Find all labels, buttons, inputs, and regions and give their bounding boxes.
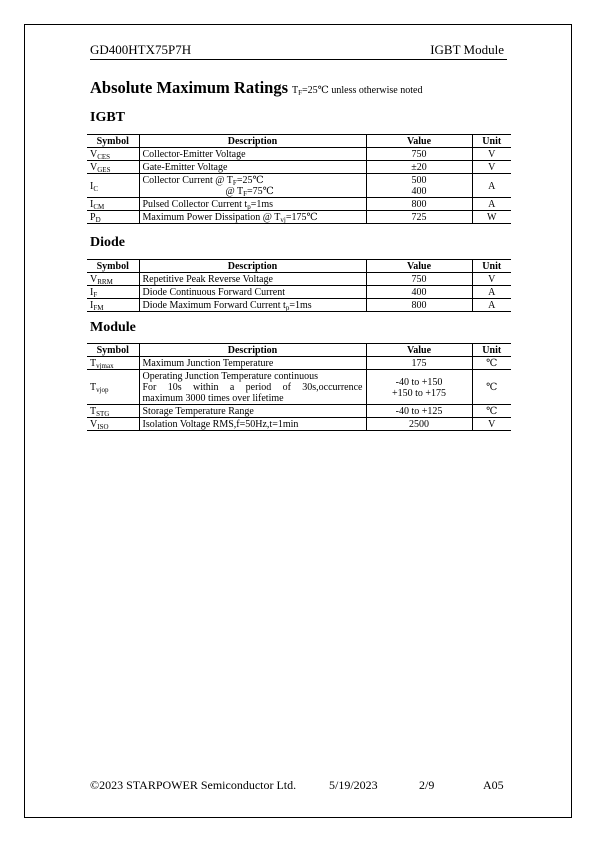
col-description: Description xyxy=(139,344,366,357)
description-cell: Maximum Junction Temperature xyxy=(139,357,366,370)
description-cell: Isolation Voltage RMS,f=50Hz,t=1min xyxy=(139,418,366,431)
footer-copyright: ©2023 STARPOWER Semiconductor Ltd. xyxy=(90,778,297,792)
section-title xyxy=(90,78,422,98)
table-row xyxy=(87,299,511,312)
table-row xyxy=(87,357,511,370)
table-row xyxy=(87,273,511,286)
description-line: Operating Junction Temperature continuous xyxy=(142,371,318,382)
col-value: Value xyxy=(366,135,472,148)
unit-cell: A xyxy=(472,299,511,312)
value-cell: 800 xyxy=(366,198,472,211)
value-cell: -40 to +150 +150 to +175 xyxy=(366,370,472,405)
symbol-cell: $I_{CM}$ xyxy=(87,198,139,211)
col-description: Description xyxy=(139,260,366,273)
header-rule xyxy=(90,59,507,60)
module-table xyxy=(87,343,511,431)
description-line: maximum 3000 times over lifetime xyxy=(142,393,284,404)
unit-cell: ℃ xyxy=(472,405,511,418)
title-main: Absolute Maximum Ratings xyxy=(90,78,289,97)
col-symbol: Symbol xyxy=(87,344,139,357)
symbol-cell: $V_{CES}$ xyxy=(87,148,139,161)
description-cell: Repetitive Peak Reverse Voltage xyxy=(139,273,366,286)
module-heading: Module xyxy=(90,320,136,335)
unit-cell: V xyxy=(472,418,511,431)
description-line: Collector Current @ $T_F=25℃$ xyxy=(142,175,264,187)
description-cell: Maximum Power Dissipation @ $T_{vj}=175℃$ xyxy=(139,211,366,224)
unit-cell: V xyxy=(472,161,511,174)
value-cell: 725 xyxy=(366,211,472,224)
col-symbol: Symbol xyxy=(87,260,139,273)
symbol-cell: $T_{vjop}$ xyxy=(87,370,139,405)
igbt-table xyxy=(87,134,511,224)
col-unit: Unit xyxy=(472,260,511,273)
title-condition: $T_F=25℃$ unless otherwise noted xyxy=(292,85,423,97)
value-cell: 800 xyxy=(366,299,472,312)
table-row xyxy=(87,370,511,405)
unit-cell: V xyxy=(472,148,511,161)
symbol-cell: $I_F$ xyxy=(87,286,139,299)
table-row xyxy=(87,174,511,198)
value-cell: 400 xyxy=(366,286,472,299)
unit-cell: W xyxy=(472,211,511,224)
symbol-cell: $I_C$ xyxy=(87,174,139,198)
igbt-heading: IGBT xyxy=(90,110,126,125)
value-cell: 500 400 xyxy=(366,174,472,198)
symbol-cell: $V_{GES}$ xyxy=(87,161,139,174)
symbol-cell: $T_{vjmax}$ xyxy=(87,357,139,370)
table-header-row xyxy=(87,344,511,357)
col-description: Description xyxy=(139,135,366,148)
description-cell: Gate-Emitter Voltage xyxy=(139,161,366,174)
col-value: Value xyxy=(366,344,472,357)
description-cell: Storage Temperature Range xyxy=(139,405,366,418)
table-row xyxy=(87,286,511,299)
col-unit: Unit xyxy=(472,135,511,148)
table-row xyxy=(87,405,511,418)
table-row xyxy=(87,161,511,174)
description-cell: Collector-Emitter Voltage xyxy=(139,148,366,161)
description-cell xyxy=(139,174,366,198)
table-row xyxy=(87,198,511,211)
part-number: GD400HTX75P7H xyxy=(90,42,192,57)
table-row xyxy=(87,148,511,161)
table-row xyxy=(87,211,511,224)
footer-date: 5/19/2023 xyxy=(329,778,378,792)
symbol-cell: $P_D$ xyxy=(87,211,139,224)
description-cell xyxy=(139,370,366,405)
symbol-cell: $I_{FM}$ xyxy=(87,299,139,312)
page-header xyxy=(90,42,504,60)
value-cell: 750 xyxy=(366,148,472,161)
product-type: IGBT Module xyxy=(430,42,504,57)
footer-page-number: 2/9 xyxy=(419,778,435,792)
col-value: Value xyxy=(366,260,472,273)
value-cell: 175 xyxy=(366,357,472,370)
description-line: For 10s within a period of 30s,occurrence xyxy=(142,382,363,393)
value-cell: ±20 xyxy=(366,161,472,174)
table-header-row xyxy=(87,135,511,148)
value-cell: -40 to +125 xyxy=(366,405,472,418)
symbol-cell: $T_{STG}$ xyxy=(87,405,139,418)
diode-heading: Diode xyxy=(90,235,125,250)
unit-cell: V xyxy=(472,273,511,286)
unit-cell: ℃ xyxy=(472,357,511,370)
unit-cell: ℃ xyxy=(472,370,511,405)
unit-cell: A xyxy=(472,286,511,299)
diode-table xyxy=(87,259,511,312)
table-header-row xyxy=(87,260,511,273)
value-cell: 2500 xyxy=(366,418,472,431)
description-line: @ $T_F=75℃$ xyxy=(225,186,274,198)
col-unit: Unit xyxy=(472,344,511,357)
unit-cell: A xyxy=(472,174,511,198)
description-cell: Pulsed Collector Current $t_p=1ms$ xyxy=(139,198,366,211)
description-cell: Diode Maximum Forward Current $t_p=1ms$ xyxy=(139,299,366,312)
symbol-cell: $V_{ISO}$ xyxy=(87,418,139,431)
unit-cell: A xyxy=(472,198,511,211)
footer-revision: A05 xyxy=(483,778,504,792)
description-cell: Diode Continuous Forward Current xyxy=(139,286,366,299)
value-cell: 750 xyxy=(366,273,472,286)
col-symbol: Symbol xyxy=(87,135,139,148)
table-row xyxy=(87,418,511,431)
symbol-cell: $V_{RRM}$ xyxy=(87,273,139,286)
